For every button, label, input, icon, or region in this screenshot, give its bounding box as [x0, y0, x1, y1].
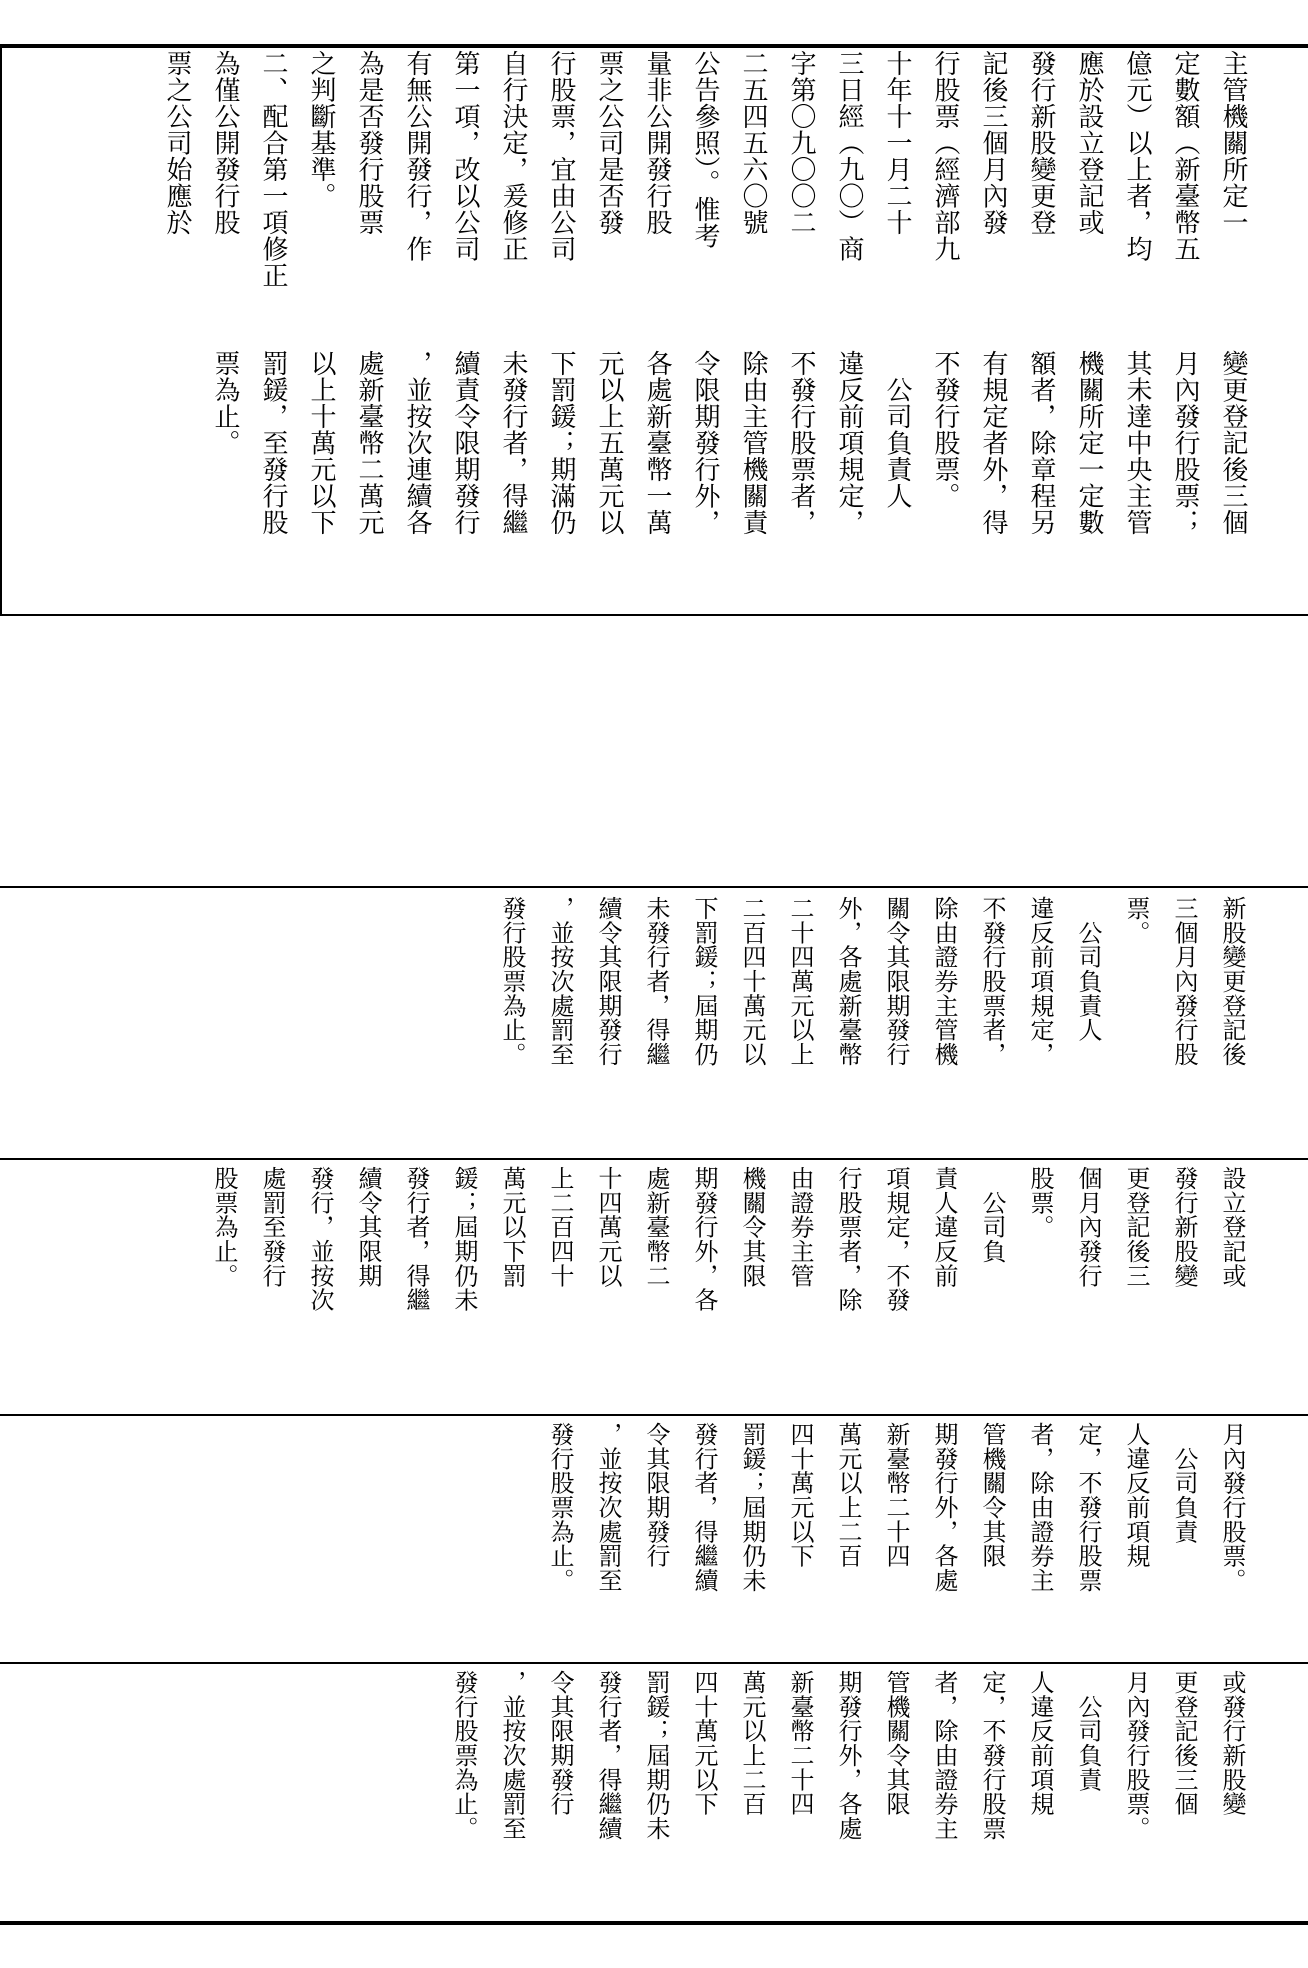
text-line: 公司負	[978, 1166, 1006, 1264]
text-line: 月內發行股票。	[1218, 1422, 1246, 1593]
text-line: 不發行股票者，	[978, 896, 1006, 1067]
text-line: 元以上五萬元以	[594, 350, 624, 536]
text-line: 應於設立登記或	[1074, 50, 1104, 236]
text-line: 罰鍰；屆期仍未	[738, 1422, 766, 1593]
bottom-cell-4	[0, 896, 1308, 1146]
text-line: 罰鍰；屆期仍未	[642, 1670, 670, 1841]
text-line: 新股變更登記後	[1218, 896, 1246, 1067]
text-line: 責人違反前	[930, 1166, 958, 1288]
text-line: 者，除由證券主	[930, 1670, 958, 1841]
table-cell-amendment-note	[0, 340, 1308, 341]
text-line: 管機關令其限	[978, 1422, 1006, 1568]
text-line: 處新臺幣二萬元	[354, 350, 384, 536]
text-line: ，並按次處罰至	[498, 1670, 526, 1841]
text-line: 票之公司是否發	[594, 50, 624, 236]
text-line: 期發行外，各	[690, 1166, 718, 1312]
text-line: 有規定者外，得	[978, 350, 1008, 536]
text-line: 續令其限期發行	[594, 896, 622, 1067]
text-line: 人違反前項規	[1122, 1422, 1150, 1568]
text-line: 發行者，得繼續	[594, 1670, 622, 1841]
text-line: 上二百四十	[546, 1166, 574, 1288]
text-line: 違反前項規定，	[1026, 896, 1054, 1067]
text-line: 為僅公開發行股	[210, 50, 240, 236]
text-line: ，並按次連續各	[402, 350, 432, 536]
text-line: 下罰鍰；期滿仍	[546, 350, 576, 536]
text-line: 發行新股變更登	[1026, 50, 1056, 236]
text-line: 發行股票為止。	[498, 896, 526, 1067]
text-line: 二十四萬元以上	[786, 896, 814, 1067]
text-line: 二、配合第一項修正	[258, 50, 288, 289]
text-line: 十四萬元以	[594, 1166, 622, 1288]
explanation-cell	[0, 50, 1308, 340]
text-line: 設立登記或	[1218, 1166, 1246, 1288]
text-line: 新臺幣二十四	[882, 1422, 910, 1568]
text-line: 萬元以上二百	[834, 1422, 862, 1568]
text-line: 發行新股變	[1170, 1166, 1198, 1288]
text-line: 定，不發行股票	[978, 1670, 1006, 1841]
text-line: 或發行新股變	[1218, 1670, 1246, 1816]
text-line: 令其限期發行	[546, 1670, 574, 1816]
text-line: 月內發行股票。	[1122, 1670, 1150, 1841]
bottom-rule	[0, 1921, 1308, 1925]
text-line: 外，各處新臺幣	[834, 896, 862, 1067]
text-line: 自行決定，爰修正	[498, 50, 528, 262]
text-line: 除由證券主管機	[930, 896, 958, 1067]
text-line: 者，除由證券主	[1026, 1422, 1054, 1593]
cell-divider-2	[0, 1414, 1308, 1416]
text-line: 行股票（經濟部九	[930, 50, 960, 262]
text-line: 變更登記後三個	[1218, 350, 1248, 536]
text-line: 處罰至發行	[258, 1166, 286, 1288]
text-line: 主管機關所定一	[1218, 50, 1248, 236]
text-line: 續責令限期發行	[450, 350, 480, 536]
text-line: 續令其限期	[354, 1166, 382, 1288]
text-line: 下罰鍰；屆期仍	[690, 896, 718, 1067]
text-line: 票。	[1122, 896, 1150, 945]
text-line: 二五四五六〇號	[738, 50, 768, 236]
cell-divider-3	[0, 1662, 1308, 1664]
text-line: 違反前項規定，	[834, 350, 864, 536]
text-line: 三個月內發行股	[1170, 896, 1198, 1067]
text-line: 發行者，得繼	[402, 1166, 430, 1312]
bottom-cell-1	[0, 1670, 1308, 1915]
top-rule	[0, 44, 1308, 48]
text-line: 機關令其限	[738, 1166, 766, 1288]
text-line: 行股票者，除	[834, 1166, 862, 1312]
text-line: 除由主管機關責	[738, 350, 768, 536]
text-line: 未發行者，得繼	[642, 896, 670, 1067]
text-line: 公司負責人	[1074, 896, 1102, 1042]
text-line: 處新臺幣二	[642, 1166, 670, 1288]
text-line: 票為止。	[210, 350, 240, 456]
text-line: 期發行外，各處	[930, 1422, 958, 1593]
text-line: 公告參照）。惟考	[690, 50, 720, 249]
text-line: 期發行外，各處	[834, 1670, 862, 1841]
text-line: 令其限期發行	[642, 1422, 670, 1568]
text-line: 十年十一月二十	[882, 50, 912, 236]
text-line: 發行，並按次	[306, 1166, 334, 1312]
text-line: 不發行股票者，	[786, 350, 816, 536]
text-line: 四十萬元以下	[786, 1422, 814, 1568]
text-line: 發行股票為止。	[546, 1422, 574, 1593]
text-line: 月內發行股票；	[1170, 350, 1200, 536]
text-line: 股票。	[1026, 1166, 1054, 1239]
row-divider-upper	[0, 614, 1308, 616]
text-line: 記後三個月內發	[978, 50, 1008, 236]
text-line: ，並按次處罰至	[594, 1422, 622, 1593]
text-line: 管機關令其限	[882, 1670, 910, 1816]
text-line: 字第〇九〇〇二	[786, 50, 816, 236]
text-line: 票之公司始應於	[162, 50, 192, 236]
text-line: 項規定，不發	[882, 1166, 910, 1312]
text-line: 新臺幣二十四	[786, 1670, 814, 1816]
text-line: ，並按次處罰至	[546, 896, 574, 1067]
text-line: 不發行股票。	[930, 350, 960, 509]
text-line: 額者，除章程另	[1026, 350, 1056, 536]
text-line: 定，不發行股票	[1074, 1422, 1102, 1593]
text-line: 公司負責	[1074, 1670, 1102, 1792]
text-line: 更登記後三	[1122, 1166, 1150, 1288]
text-line: 股票為止。	[210, 1166, 238, 1288]
old-article-cell	[0, 350, 1308, 610]
text-line: 人違反前項規	[1026, 1670, 1054, 1816]
text-line: 機關所定一定數	[1074, 350, 1104, 536]
text-line: 罰鍰，至發行股	[258, 350, 288, 536]
text-line: 公司負責	[1170, 1422, 1198, 1544]
text-line: 關令其限期發行	[882, 896, 910, 1067]
text-line: 公司負責人	[882, 350, 912, 509]
text-line: 行股票，宜由公司	[546, 50, 576, 262]
text-line: 之判斷基準。	[306, 50, 336, 209]
text-line: 量非公開發行股	[642, 50, 672, 236]
text-line: 萬元以下罰	[498, 1166, 526, 1288]
text-line: 令限期發行外，	[690, 350, 720, 536]
text-line: 億元）以上者，均	[1122, 50, 1152, 262]
text-line: 發行者，得繼續	[690, 1422, 718, 1593]
text-line: 個月內發行	[1074, 1166, 1102, 1288]
text-line: 為是否發行股票	[354, 50, 384, 236]
text-line: 各處新臺幣一萬	[642, 350, 672, 536]
text-line: 萬元以上二百	[738, 1670, 766, 1816]
text-line: 鍰；屆期仍未	[450, 1166, 478, 1312]
text-line: 有無公開發行，作	[402, 50, 432, 262]
text-line: 其未達中央主管	[1122, 350, 1152, 536]
text-line: 三日經（九〇）商	[834, 50, 864, 262]
cell-divider-1	[0, 1158, 1308, 1160]
bottom-cell-3	[0, 1166, 1308, 1406]
text-line: 定數額（新臺幣五	[1170, 50, 1200, 262]
bottom-cell-2	[0, 1422, 1308, 1662]
text-line: 以上十萬元以下	[306, 350, 336, 536]
text-line: 二百四十萬元以	[738, 896, 766, 1067]
row-divider-lower	[0, 886, 1308, 888]
text-line: 由證券主管	[786, 1166, 814, 1288]
text-line: 發行股票為止。	[450, 1670, 478, 1841]
text-line: 四十萬元以下	[690, 1670, 718, 1816]
text-line: 更登記後三個	[1170, 1670, 1198, 1816]
text-line: 第一項，改以公司	[450, 50, 480, 262]
text-line: 未發行者，得繼	[498, 350, 528, 536]
